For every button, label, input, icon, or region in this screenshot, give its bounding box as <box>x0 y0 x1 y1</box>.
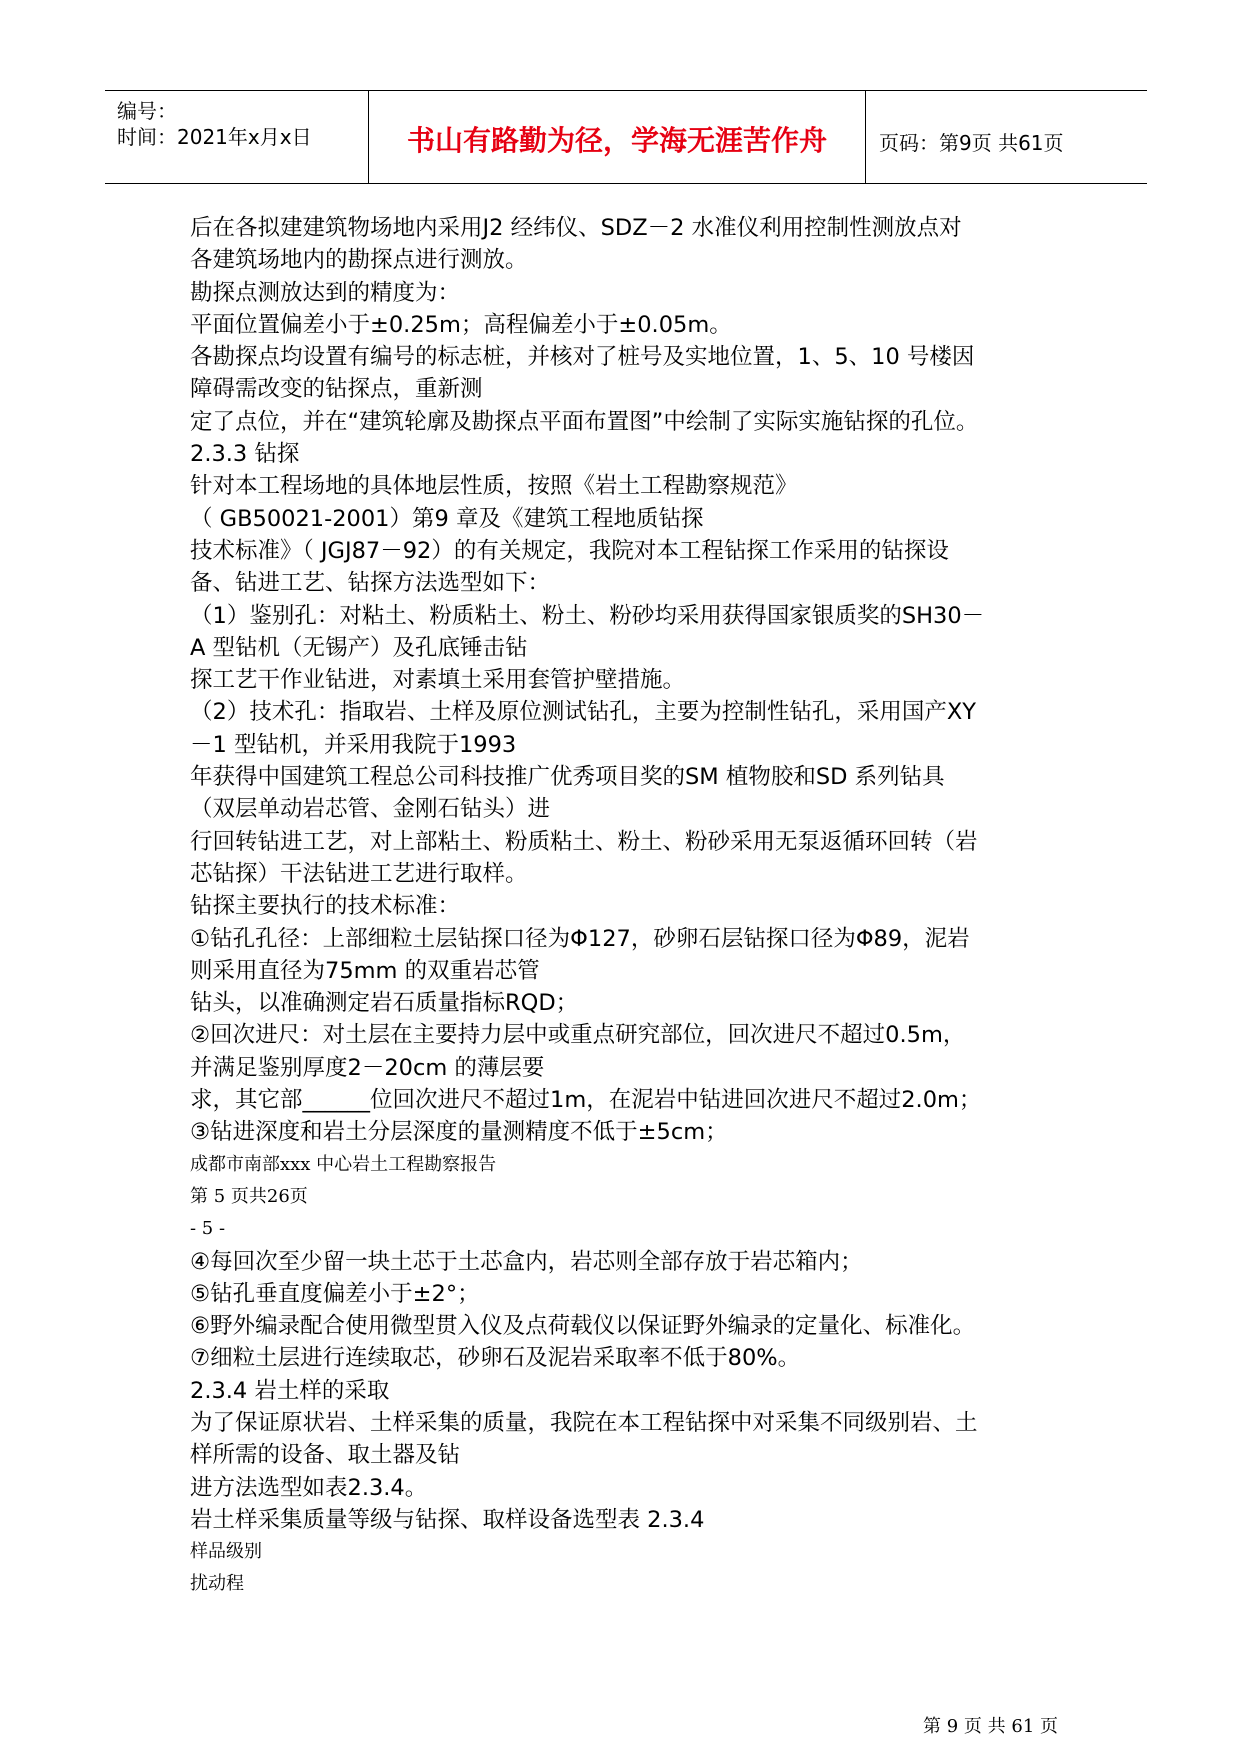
header-info-cell <box>105 91 369 183</box>
text-line: 技术标准》（ JGJ87－92）的有关规定，我院对本工程钻探工作采用的钻探设 <box>190 537 949 564</box>
text-line: （1）鉴别孔：对粘土、粉质粘土、粉土、粉砂均采用获得国家银质奖的SH30－ <box>190 602 985 629</box>
text-line: ③钻进深度和岩土分层深度的量测精度不低于±5cm； <box>190 1119 728 1146</box>
document-body <box>190 212 1070 1601</box>
text-line: ⑦细粒土层进行连续取芯，砂卵石及泥岩采取率不低于80%。 <box>190 1345 801 1372</box>
text-line: 障碍需改变的钻探点，重新测 <box>190 376 483 403</box>
header-page-number: 页码：第9页 共61页 <box>879 131 1064 155</box>
text-line: －1 型钻机，并采用我院于1993 <box>190 731 517 758</box>
text-line: 行回转钻进工艺，对上部粘土、粉质粘土、粉土、粉砂采用无泵返循环回转（岩 <box>190 828 978 855</box>
text-line: 芯钻探）干法钻进工艺进行取样。 <box>190 860 528 887</box>
text-line: 后在各拟建建筑物场地内采用J2 经纬仪、SDZ－2 水准仪利用控制性测放点对 <box>190 215 962 241</box>
text-line: ④每回次至少留一块土芯于土芯盒内，岩芯则全部存放于岩芯箱内； <box>190 1248 863 1275</box>
report-page-line: 第 5 页共26页 <box>190 1185 308 1207</box>
text-line: 各勘探点均设置有编号的标志桩，并核对了桩号及实地位置，1、5、10 号楼因 <box>190 344 975 371</box>
text-line: （2）技术孔：指取岩、土样及原位测试钻孔，主要为控制性钻孔，采用国产XY <box>190 699 976 726</box>
text-line: 定了点位，并在“建筑轮廓及勘探点平面布置图”中绘制了实际实施钻探的孔位。 <box>190 408 979 435</box>
text-line: 进方法选型如表2.3.4。 <box>190 1474 428 1501</box>
text-line: 求，其它部______位回次进尺不超过1m，在泥岩中钻进回次进尺不超过2.0m； <box>190 1087 982 1114</box>
text-line: ①钻孔孔径：上部细粒土层钻探口径为Φ127，砂卵石层钻探口径为Φ89，泥岩 <box>190 925 970 952</box>
text-line: 备、钻进工艺、钻探方法选型如下： <box>190 570 551 597</box>
page-footer: 第 9 页 共 61 页 <box>923 1716 1058 1737</box>
document-time-label: 时间：2021年x月x日 <box>117 125 312 149</box>
text-line: （双层单动岩芯管、金刚石钻头）进 <box>190 796 551 823</box>
header-page-cell <box>867 91 1147 183</box>
table-header-cell: 扰动程 <box>190 1573 244 1595</box>
header-motto-cell <box>369 91 866 183</box>
table-caption: 岩土样采集质量等级与钻探、取样设备选型表 2.3.4 <box>190 1506 705 1533</box>
text-line: 并满足鉴别厚度2－20cm 的薄层要 <box>190 1054 545 1081</box>
text-line: 针对本工程场地的具体地层性质，按照《岩土工程勘察规范》 <box>190 473 798 500</box>
page-header <box>105 90 1147 184</box>
text-line: 钻探主要执行的技术标准： <box>190 893 461 920</box>
text-line: 为了保证原状岩、土样采集的质量，我院在本工程钻探中对采集不同级别岩、土 <box>190 1409 978 1436</box>
report-title-line: 成都市南部xxx 中心岩土工程勘察报告 <box>190 1153 497 1175</box>
text-line: ⑥野外编录配合使用微型贯入仪及点荷载仪以保证野外编录的定量化、标准化。 <box>190 1313 976 1340</box>
text-line: 平面位置偏差小于±0.25m；高程偏差小于±0.05m。 <box>190 311 732 338</box>
text-line: ⑤钻孔垂直度偏差小于±2°； <box>190 1280 480 1307</box>
text-line: A 型钻机（无锡产）及孔底锤击钻 <box>190 634 528 661</box>
text-line: 探工艺干作业钻进，对素填土采用套管护壁措施。 <box>190 667 686 694</box>
header-motto: 书山有路勤为径，学海无涯苦作舟 <box>406 124 827 157</box>
section-heading: 2.3.4 岩土样的采取 <box>190 1377 390 1404</box>
text-line: 钻头，以准确测定岩石质量指标RQD； <box>190 990 579 1017</box>
section-heading: 2.3.3 钻探 <box>190 441 300 468</box>
text-line: 各建筑场地内的勘探点进行测放。 <box>190 247 528 274</box>
text-line: 年获得中国建筑工程总公司科技推广优秀项目奖的SM 植物胶和SD 系列钻具 <box>190 764 945 791</box>
text-line: ②回次进尺：对土层在主要持力层中或重点研究部位，回次进尺不超过0.5m， <box>190 1022 966 1049</box>
document-number-label: 编号： <box>117 99 177 123</box>
text-line: 则采用直径为75mm 的双重岩芯管 <box>190 957 540 984</box>
table-header-cell: 样品级别 <box>190 1541 262 1563</box>
text-line: 勘探点测放达到的精度为： <box>190 279 461 306</box>
text-line: （ GB50021-2001）第9 章及《建筑工程地质钻探 <box>190 505 704 532</box>
report-page-marker: - 5 - <box>190 1218 226 1240</box>
text-line: 样所需的设备、取土器及钻 <box>190 1442 461 1469</box>
